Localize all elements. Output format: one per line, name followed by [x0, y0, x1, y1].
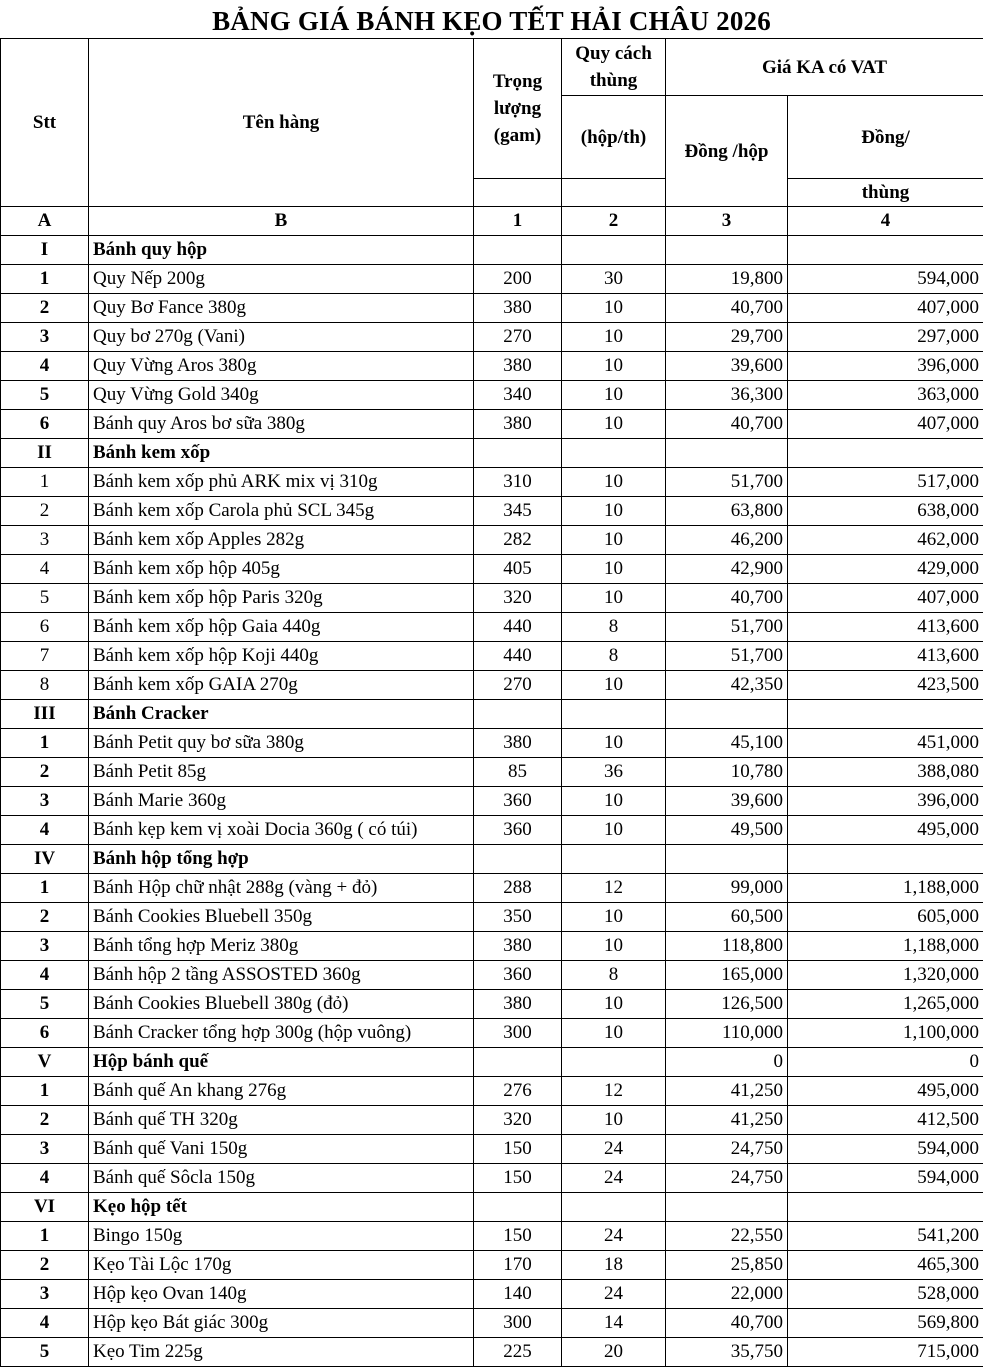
item-pack: 36	[562, 758, 666, 787]
item-price-box: 40,700	[666, 584, 788, 613]
item-pack: 10	[562, 903, 666, 932]
item-pack: 10	[562, 555, 666, 584]
item-name: Bingo 150g	[89, 1222, 474, 1251]
header-weight-blank	[474, 179, 562, 207]
item-name: Bánh kem xốp Apples 282g	[89, 526, 474, 555]
item-stt: 7	[1, 642, 89, 671]
item-weight: 380	[474, 990, 562, 1019]
item-price-box: 41,250	[666, 1077, 788, 1106]
item-weight: 340	[474, 381, 562, 410]
section-weight	[474, 1048, 562, 1077]
item-price-box: 24,750	[666, 1135, 788, 1164]
item-price-carton: 594,000	[788, 1164, 983, 1193]
item-price-carton: 594,000	[788, 1135, 983, 1164]
item-weight: 150	[474, 1222, 562, 1251]
section-weight	[474, 439, 562, 468]
item-price-carton: 423,500	[788, 671, 983, 700]
item-price-carton: 363,000	[788, 381, 983, 410]
table-row	[1, 1106, 983, 1135]
col-label: 1	[474, 207, 562, 236]
table-row	[1, 1309, 983, 1338]
item-stt: 2	[1, 903, 89, 932]
item-stt: 4	[1, 1164, 89, 1193]
item-weight: 150	[474, 1135, 562, 1164]
table-row	[1, 1222, 983, 1251]
item-name: Bánh kem xốp hộp 405g	[89, 555, 474, 584]
section-row	[1, 845, 983, 874]
item-weight: 380	[474, 729, 562, 758]
table-row	[1, 323, 983, 352]
section-price-box	[666, 845, 788, 874]
col-label: 3	[666, 207, 788, 236]
section-pack	[562, 845, 666, 874]
table-row	[1, 1077, 983, 1106]
item-price-carton: 465,300	[788, 1251, 983, 1280]
table-row	[1, 1280, 983, 1309]
item-weight: 320	[474, 584, 562, 613]
item-stt: 3	[1, 323, 89, 352]
item-weight: 345	[474, 497, 562, 526]
item-stt: 3	[1, 787, 89, 816]
item-name: Bánh quy Aros bơ sữa 380g	[89, 410, 474, 439]
item-price-carton: 569,800	[788, 1309, 983, 1338]
section-row	[1, 1048, 983, 1077]
item-price-carton: 413,600	[788, 613, 983, 642]
header-name: Tên hàng	[89, 39, 474, 207]
item-stt: 1	[1, 729, 89, 758]
item-price-carton: 451,000	[788, 729, 983, 758]
item-name: Bánh Cookies Bluebell 380g (đỏ)	[89, 990, 474, 1019]
table-row	[1, 758, 983, 787]
section-roman: IV	[1, 845, 89, 874]
item-stt: 1	[1, 874, 89, 903]
item-weight: 300	[474, 1309, 562, 1338]
item-price-carton: 541,200	[788, 1222, 983, 1251]
item-price-box: 49,500	[666, 816, 788, 845]
item-price-box: 40,700	[666, 410, 788, 439]
item-price-carton: 715,000	[788, 1338, 983, 1367]
item-name: Kẹo Tài Lộc 170g	[89, 1251, 474, 1280]
item-pack: 10	[562, 1106, 666, 1135]
section-price-box	[666, 700, 788, 729]
item-pack: 24	[562, 1222, 666, 1251]
item-weight: 350	[474, 903, 562, 932]
section-pack	[562, 236, 666, 265]
section-name: Hộp bánh quế	[89, 1048, 474, 1077]
item-weight: 440	[474, 613, 562, 642]
item-stt: 4	[1, 555, 89, 584]
item-price-carton: 396,000	[788, 787, 983, 816]
item-weight: 310	[474, 468, 562, 497]
section-name: Bánh hộp tổng hợp	[89, 845, 474, 874]
item-pack: 10	[562, 932, 666, 961]
item-stt: 2	[1, 758, 89, 787]
item-stt: 2	[1, 294, 89, 323]
item-price-carton: 396,000	[788, 352, 983, 381]
header-pack: Quy cách thùng	[562, 39, 666, 96]
table-row	[1, 729, 983, 758]
item-name: Bánh quế Vani 150g	[89, 1135, 474, 1164]
item-price-box: 42,350	[666, 671, 788, 700]
section-pack	[562, 1193, 666, 1222]
item-price-box: 51,700	[666, 642, 788, 671]
table-row	[1, 671, 983, 700]
item-name: Quy Nếp 200g	[89, 265, 474, 294]
item-stt: 4	[1, 1309, 89, 1338]
page-title: BẢNG GIÁ BÁNH KẸO TẾT HẢI CHÂU 2026	[0, 0, 983, 38]
item-price-box: 118,800	[666, 932, 788, 961]
item-pack: 10	[562, 1019, 666, 1048]
price-table	[0, 38, 983, 1367]
section-weight	[474, 236, 562, 265]
item-price-carton: 407,000	[788, 584, 983, 613]
item-price-carton: 1,188,000	[788, 874, 983, 903]
table-row	[1, 787, 983, 816]
section-name: Bánh Cracker	[89, 700, 474, 729]
item-weight: 225	[474, 1338, 562, 1367]
section-row	[1, 700, 983, 729]
item-price-carton: 297,000	[788, 323, 983, 352]
item-price-carton: 495,000	[788, 816, 983, 845]
item-name: Kẹo Tim 225g	[89, 1338, 474, 1367]
item-stt: 3	[1, 526, 89, 555]
table-row	[1, 294, 983, 323]
item-pack: 10	[562, 294, 666, 323]
col-label: 4	[788, 207, 983, 236]
item-price-box: 126,500	[666, 990, 788, 1019]
header-price-group: Giá KA có VAT	[666, 39, 983, 96]
section-weight	[474, 700, 562, 729]
table-row	[1, 526, 983, 555]
item-name: Bánh quế TH 320g	[89, 1106, 474, 1135]
item-price-carton: 462,000	[788, 526, 983, 555]
item-pack: 8	[562, 613, 666, 642]
item-price-carton: 605,000	[788, 903, 983, 932]
section-roman: II	[1, 439, 89, 468]
item-price-box: 165,000	[666, 961, 788, 990]
table-row	[1, 1135, 983, 1164]
item-stt: 5	[1, 990, 89, 1019]
section-weight	[474, 1193, 562, 1222]
section-name: Kẹo hộp tết	[89, 1193, 474, 1222]
item-pack: 12	[562, 874, 666, 903]
item-name: Quy Vừng Aros 380g	[89, 352, 474, 381]
section-pack	[562, 439, 666, 468]
item-name: Bánh kem xốp phủ ARK mix vị 310g	[89, 468, 474, 497]
item-stt: 1	[1, 1222, 89, 1251]
item-price-box: 99,000	[666, 874, 788, 903]
item-name: Bánh kem xốp GAIA 270g	[89, 671, 474, 700]
item-price-box: 51,700	[666, 468, 788, 497]
section-price-box	[666, 236, 788, 265]
section-price-carton	[788, 845, 983, 874]
item-price-box: 29,700	[666, 323, 788, 352]
table-row	[1, 584, 983, 613]
table-row	[1, 642, 983, 671]
item-name: Bánh kem xốp hộp Paris 320g	[89, 584, 474, 613]
item-stt: 6	[1, 613, 89, 642]
table-row	[1, 410, 983, 439]
item-name: Bánh quế An khang 276g	[89, 1077, 474, 1106]
item-weight: 360	[474, 787, 562, 816]
item-name: Bánh Cracker tổng hợp 300g (hộp vuông)	[89, 1019, 474, 1048]
item-name: Bánh tổng hợp Meriz 380g	[89, 932, 474, 961]
item-price-box: 42,900	[666, 555, 788, 584]
section-price-carton	[788, 439, 983, 468]
item-weight: 85	[474, 758, 562, 787]
item-name: Quy Vừng Gold 340g	[89, 381, 474, 410]
item-weight: 288	[474, 874, 562, 903]
item-price-carton: 517,000	[788, 468, 983, 497]
item-stt: 1	[1, 468, 89, 497]
table-row	[1, 265, 983, 294]
item-pack: 10	[562, 352, 666, 381]
item-pack: 10	[562, 729, 666, 758]
item-pack: 24	[562, 1280, 666, 1309]
item-pack: 10	[562, 787, 666, 816]
item-weight: 300	[474, 1019, 562, 1048]
table-row	[1, 1164, 983, 1193]
table-row	[1, 352, 983, 381]
item-stt: 4	[1, 816, 89, 845]
section-row	[1, 439, 983, 468]
table-row	[1, 990, 983, 1019]
item-price-box: 63,800	[666, 497, 788, 526]
col-label: B	[89, 207, 474, 236]
item-name: Quy Bơ Fance 380g	[89, 294, 474, 323]
item-price-box: 25,850	[666, 1251, 788, 1280]
item-pack: 8	[562, 961, 666, 990]
table-row	[1, 613, 983, 642]
item-weight: 270	[474, 323, 562, 352]
header-price-carton-top: Đồng/	[788, 96, 983, 179]
section-weight	[474, 845, 562, 874]
item-pack: 24	[562, 1164, 666, 1193]
item-pack: 8	[562, 642, 666, 671]
item-weight: 170	[474, 1251, 562, 1280]
item-weight: 320	[474, 1106, 562, 1135]
item-name: Quy bơ 270g (Vani)	[89, 323, 474, 352]
section-roman: III	[1, 700, 89, 729]
item-weight: 360	[474, 961, 562, 990]
item-price-carton: 412,500	[788, 1106, 983, 1135]
item-stt: 5	[1, 1338, 89, 1367]
item-pack: 10	[562, 990, 666, 1019]
item-pack: 20	[562, 1338, 666, 1367]
item-name: Bánh kẹp kem vị xoài Docia 360g ( có túi)	[89, 816, 474, 845]
section-pack	[562, 1048, 666, 1077]
header-price-box: Đồng /hộp	[666, 96, 788, 207]
item-price-box: 35,750	[666, 1338, 788, 1367]
item-price-carton: 413,600	[788, 642, 983, 671]
item-weight: 440	[474, 642, 562, 671]
item-weight: 380	[474, 352, 562, 381]
item-pack: 10	[562, 323, 666, 352]
header-stt: Stt	[1, 39, 89, 207]
item-pack: 10	[562, 671, 666, 700]
table-row	[1, 961, 983, 990]
item-price-carton: 407,000	[788, 410, 983, 439]
table-row	[1, 903, 983, 932]
item-pack: 18	[562, 1251, 666, 1280]
item-price-box: 39,600	[666, 787, 788, 816]
item-name: Bánh Cookies Bluebell 350g	[89, 903, 474, 932]
item-pack: 14	[562, 1309, 666, 1338]
item-price-box: 39,600	[666, 352, 788, 381]
section-price-carton	[788, 1193, 983, 1222]
item-weight: 360	[474, 816, 562, 845]
item-price-carton: 407,000	[788, 294, 983, 323]
item-name: Bánh quế Sôcla 150g	[89, 1164, 474, 1193]
item-price-carton: 1,265,000	[788, 990, 983, 1019]
item-price-box: 40,700	[666, 294, 788, 323]
item-price-box: 60,500	[666, 903, 788, 932]
table-row	[1, 497, 983, 526]
item-name: Bánh kem xốp Carola phủ SCL 345g	[89, 497, 474, 526]
item-price-box: 46,200	[666, 526, 788, 555]
item-price-box: 22,550	[666, 1222, 788, 1251]
col-label: A	[1, 207, 89, 236]
item-pack: 10	[562, 410, 666, 439]
item-price-carton: 528,000	[788, 1280, 983, 1309]
item-price-carton: 1,188,000	[788, 932, 983, 961]
section-price-box	[666, 439, 788, 468]
section-price-carton	[788, 700, 983, 729]
item-weight: 282	[474, 526, 562, 555]
item-weight: 140	[474, 1280, 562, 1309]
item-stt: 6	[1, 1019, 89, 1048]
table-row	[1, 555, 983, 584]
item-name: Bánh hộp 2 tầng ASSOSTED 360g	[89, 961, 474, 990]
item-price-carton: 495,000	[788, 1077, 983, 1106]
table-row	[1, 932, 983, 961]
item-stt: 2	[1, 1251, 89, 1280]
item-price-carton: 1,100,000	[788, 1019, 983, 1048]
item-price-box: 51,700	[666, 613, 788, 642]
item-weight: 380	[474, 932, 562, 961]
item-stt: 5	[1, 381, 89, 410]
item-name: Hộp kẹo Ovan 140g	[89, 1280, 474, 1309]
item-stt: 1	[1, 1077, 89, 1106]
item-stt: 3	[1, 1135, 89, 1164]
section-row	[1, 1193, 983, 1222]
item-weight: 380	[474, 294, 562, 323]
item-name: Hộp kẹo Bát giác 300g	[89, 1309, 474, 1338]
item-weight: 150	[474, 1164, 562, 1193]
table-row	[1, 1251, 983, 1280]
section-roman: VI	[1, 1193, 89, 1222]
col-label: 2	[562, 207, 666, 236]
item-stt: 6	[1, 410, 89, 439]
item-pack: 12	[562, 1077, 666, 1106]
section-row	[1, 236, 983, 265]
item-name: Bánh Hộp chữ nhật 288g (vàng + đỏ)	[89, 874, 474, 903]
table-row	[1, 816, 983, 845]
item-pack: 10	[562, 584, 666, 613]
item-pack: 10	[562, 526, 666, 555]
item-stt: 8	[1, 671, 89, 700]
header-pack-unit: (hộp/th)	[562, 96, 666, 179]
item-stt: 3	[1, 932, 89, 961]
header-weight: Trọng lượng (gam)	[474, 39, 562, 179]
section-price-box: 0	[666, 1048, 788, 1077]
item-stt: 4	[1, 352, 89, 381]
item-price-box: 22,000	[666, 1280, 788, 1309]
price-table-body	[1, 39, 983, 1367]
section-price-carton	[788, 236, 983, 265]
item-pack: 24	[562, 1135, 666, 1164]
item-price-carton: 594,000	[788, 265, 983, 294]
item-name: Bánh Petit 85g	[89, 758, 474, 787]
item-weight: 200	[474, 265, 562, 294]
section-name: Bánh kem xốp	[89, 439, 474, 468]
item-pack: 10	[562, 497, 666, 526]
item-price-carton: 638,000	[788, 497, 983, 526]
item-pack: 10	[562, 816, 666, 845]
item-weight: 380	[474, 410, 562, 439]
item-stt: 2	[1, 497, 89, 526]
item-price-box: 40,700	[666, 1309, 788, 1338]
item-price-box: 36,300	[666, 381, 788, 410]
table-row	[1, 1338, 983, 1367]
section-pack	[562, 700, 666, 729]
table-row	[1, 468, 983, 497]
item-price-carton: 388,080	[788, 758, 983, 787]
item-price-carton: 429,000	[788, 555, 983, 584]
item-stt: 3	[1, 1280, 89, 1309]
section-roman: V	[1, 1048, 89, 1077]
section-roman: I	[1, 236, 89, 265]
item-weight: 405	[474, 555, 562, 584]
item-stt: 5	[1, 584, 89, 613]
item-name: Bánh kem xốp hộp Gaia 440g	[89, 613, 474, 642]
item-weight: 276	[474, 1077, 562, 1106]
section-price-carton: 0	[788, 1048, 983, 1077]
table-row	[1, 1019, 983, 1048]
item-stt: 2	[1, 1106, 89, 1135]
item-pack: 10	[562, 381, 666, 410]
item-name: Bánh Petit quy bơ sữa 380g	[89, 729, 474, 758]
item-price-box: 10,780	[666, 758, 788, 787]
item-stt: 1	[1, 265, 89, 294]
section-price-box	[666, 1193, 788, 1222]
item-pack: 10	[562, 468, 666, 497]
item-weight: 270	[474, 671, 562, 700]
table-row	[1, 874, 983, 903]
table-row	[1, 381, 983, 410]
item-price-box: 110,000	[666, 1019, 788, 1048]
item-name: Bánh kem xốp hộp Koji 440g	[89, 642, 474, 671]
item-pack: 30	[562, 265, 666, 294]
item-stt: 4	[1, 961, 89, 990]
header-pack-blank	[562, 179, 666, 207]
header-price-carton-bottom: thùng	[788, 179, 983, 207]
item-price-box: 24,750	[666, 1164, 788, 1193]
item-price-box: 41,250	[666, 1106, 788, 1135]
section-name: Bánh quy hộp	[89, 236, 474, 265]
column-label-row	[1, 207, 983, 236]
item-name: Bánh Marie 360g	[89, 787, 474, 816]
item-price-box: 45,100	[666, 729, 788, 758]
item-price-carton: 1,320,000	[788, 961, 983, 990]
item-price-box: 19,800	[666, 265, 788, 294]
